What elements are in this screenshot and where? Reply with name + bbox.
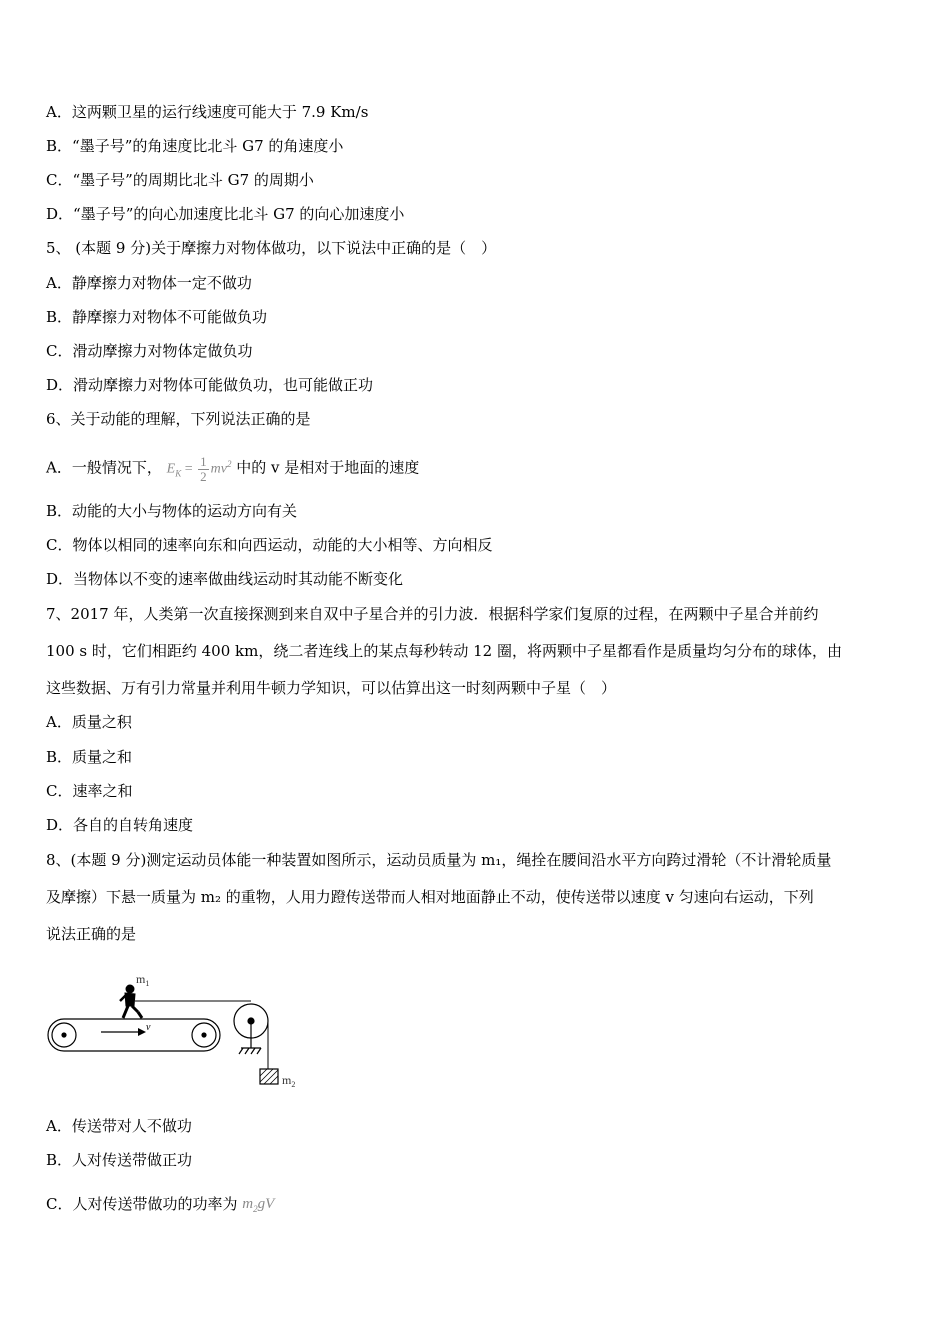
q7-stem-line-3: 这些数据、万有引力常量并利用牛顿力学知识，可以估算出这一时刻两颗中子星（ ） <box>46 679 617 697</box>
velocity-label: v <box>146 1022 151 1033</box>
hanging-mass <box>260 1069 278 1084</box>
q5-option-b: B．静摩擦力对物体不可能做负功 <box>46 308 268 326</box>
q8-option-b: B．人对传送带做正功 <box>46 1151 193 1169</box>
q8-option-c <box>46 1186 274 1227</box>
q5-stem: 5、 (本题 9 分)关于摩擦力对物体做功，以下说法中正确的是（ ） <box>46 239 497 257</box>
q8-option-c-prefix: C．人对传送带做功的功率为 <box>46 1195 238 1213</box>
q8-stem-line-1: 8、(本题 9 分)测定运动员体能一种装置如图所示，运动员质量为 m₁，绳拴在腰间沿水平方向跨过滑轮（不计滑轮质量 <box>46 851 832 869</box>
q6-option-c: C．物体以相同的速率向东和向西运动，动能的大小相等、方向相反 <box>46 536 493 554</box>
q8-stem-line-2: 及摩擦）下悬一质量为 m₂ 的重物，人用力蹬传送带而人相对地面静止不动，使传送带以速度 v 匀速向右运动，下列 <box>46 888 814 906</box>
q4-option-d: D．“墨子号”的向心加速度比北斗 G7 的向心加速度小 <box>46 205 405 223</box>
q7-stem-line-1: 7、2017 年，人类第一次直接探测到来自双中子星合并的引力波．根据科学家们复原的过程，在两颗中子星合并前约 <box>46 605 819 623</box>
q4-option-a: A．这两颗卫星的运行线速度可能大于 7.9 Km/s <box>46 103 369 121</box>
conveyor-belt <box>48 1019 220 1051</box>
q4-option-c: C．“墨子号”的周期比北斗 G7 的周期小 <box>46 171 314 189</box>
m2-label: $m_2$ <box>282 1073 296 1089</box>
q6-option-d: D．当物体以不变的速率做曲线运动时其动能不断变化 <box>46 570 404 588</box>
q7-option-b: B．质量之和 <box>46 748 133 766</box>
q8-option-a: A．传送带对人不做功 <box>46 1117 192 1135</box>
conveyor-pulley-figure <box>46 966 306 1096</box>
q5-option-c: C．滑动摩擦力对物体定做负功 <box>46 342 253 360</box>
q7-stem-line-2: 100 s 时，它们相距约 400 km，绕二者连线上的某点每秒转动 12 圈，将两颗中子星都看作是质量均匀分布的球体，由 <box>46 642 842 660</box>
kinetic-energy-formula: $E_K$ = $\frac{1}{2}$ $mv^2$ <box>166 453 232 484</box>
q7-option-d: D．各自的自转角速度 <box>46 816 194 834</box>
q5-option-d: D．滑动摩擦力对物体可能做负功，也可能做正功 <box>46 376 374 394</box>
q6-stem: 6、关于动能的理解，下列说法正确的是 <box>46 410 311 428</box>
q7-option-c: C．速率之和 <box>46 782 133 800</box>
q5-option-a: A．静摩擦力对物体一定不做功 <box>46 274 252 292</box>
q6-option-b: B．动能的大小与物体的运动方向有关 <box>46 502 298 520</box>
m1-label: $m_1$ <box>136 972 150 988</box>
q6-option-a-prefix: A．一般情况下， <box>46 458 162 477</box>
q6-option-a <box>46 446 419 491</box>
q7-option-a: A．质量之积 <box>46 713 132 731</box>
q4-option-b: B．“墨子号”的角速度比北斗 G7 的角速度小 <box>46 137 344 155</box>
pulley <box>234 1004 268 1054</box>
velocity-arrow <box>101 1028 146 1036</box>
fraction-half: $\frac{1}{2}$ <box>200 453 207 484</box>
q8-stem-line-3: 说法正确的是 <box>46 925 137 943</box>
q6-option-a-suffix: 中的 v 是相对于地面的速度 <box>236 458 420 477</box>
power-formula: $m_2gV$ <box>242 1196 275 1214</box>
